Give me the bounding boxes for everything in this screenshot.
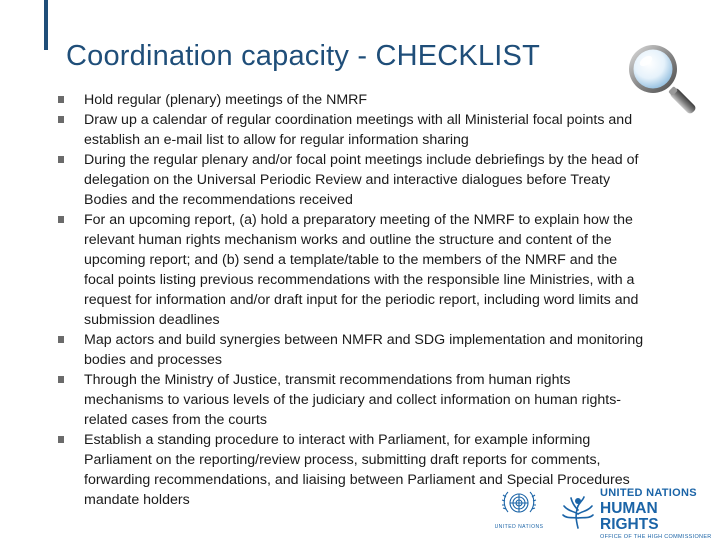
footer-logos: [494, 488, 714, 538]
square-bullet-icon: [58, 116, 64, 123]
checklist-item-text: Map actors and build synergies between NMFR and SDG implementation and monitoring bodies and processes: [84, 332, 644, 368]
un-emblem-icon: [494, 488, 544, 538]
title-accent-bar: [44, 0, 48, 50]
checklist-item-text: Through the Ministry of Justice, transmit recommendations from human rights mechanisms to various levels of the judiciary and collect information on human rights-related cases from the courts: [84, 372, 622, 428]
slide-title: Coordination capacity - CHECKLIST: [66, 40, 541, 72]
square-bullet-icon: [58, 436, 64, 443]
checklist: [58, 90, 648, 510]
ohchr-line1: UNITED NATIONS: [600, 487, 697, 499]
checklist-item: [58, 150, 648, 210]
checklist-item-text: Draw up a calendar of regular coordination meetings with all Ministerial focal points and establish an e‑mail list to allow for regular information sharing: [84, 112, 633, 148]
ohchr-emblem-icon: [558, 492, 598, 532]
square-bullet-icon: [58, 336, 64, 343]
checklist-item-text: For an upcoming report, (a) hold a preparatory meeting of the NMRF to explain how the relevant human rights mechanism works and outline the structure and content of the upcoming report; and (b) send a template/table to the members of the NMRF and the focal points listing previous recommendations with the responsible line Ministries, with a request for information and/or draft input for the periodic report, including word limits and submission deadlines: [84, 212, 639, 328]
ohchr-line3: OFFICE OF THE HIGH COMMISSIONER: [600, 534, 712, 540]
checklist-item-text: Establish a standing procedure to interact with Parliament, for example informing Parliament on the reporting/review process, submitting draft reports for comments, forwarding recommendations, and liaising between Parliament and Special Procedures mandate holders: [84, 432, 630, 508]
checklist-item-text: During the regular plenary and/or focal point meetings include debriefings by the head of delegation on the Universal Periodic Review and interactive dialogues before Treaty Bodies and the recommendations received: [84, 152, 639, 208]
checklist-item-text: Hold regular (plenary) meetings of the NMRF: [84, 92, 368, 108]
ohchr-wordmark: [600, 488, 714, 541]
checklist-item: [58, 370, 648, 430]
checklist-item: [58, 330, 648, 370]
checklist-item: [58, 90, 648, 110]
ohchr-line2: HUMAN RIGHTS: [600, 500, 659, 533]
checklist-item: [58, 110, 648, 150]
un-caption: UNITED NATIONS: [494, 524, 544, 530]
checklist-item: [58, 210, 648, 330]
square-bullet-icon: [58, 156, 64, 163]
square-bullet-icon: [58, 376, 64, 383]
square-bullet-icon: [58, 96, 64, 103]
square-bullet-icon: [58, 216, 64, 223]
